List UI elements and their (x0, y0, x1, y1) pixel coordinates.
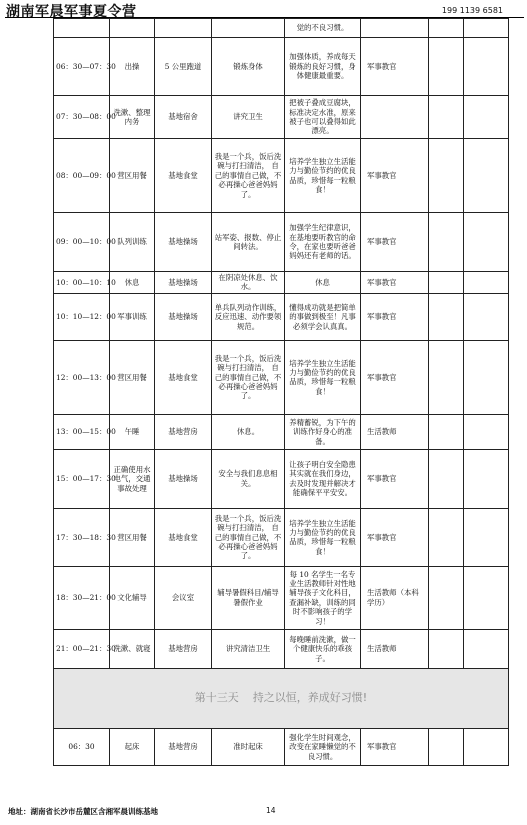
content-cell: 安全与我们息息相关。 (212, 449, 285, 508)
empty-cell (429, 566, 464, 629)
empty-cell (429, 449, 464, 508)
table-row (54, 728, 509, 765)
location-cell: 基地营房 (155, 728, 212, 765)
time-cell: 15：00—17：30 (54, 449, 110, 508)
purpose-cell: 让孩子明白安全隐患其实就在我们身边，去及时发现并解决才能确保平平安安。 (285, 449, 361, 508)
purpose-cell: 休息 (285, 272, 361, 294)
table-row (54, 96, 509, 139)
purpose-cell: 觉的不良习惯。 (285, 19, 361, 38)
activity-cell: 营区用餐 (110, 508, 155, 566)
empty-cell (464, 629, 509, 668)
table-row (54, 139, 509, 213)
purpose-cell: 养精蓄锐，为下午的训练作好身心的准备。 (285, 414, 361, 449)
location-cell: 基地操场 (155, 272, 212, 294)
activity-cell: 洗漱、就寝 (110, 629, 155, 668)
location-cell: 基地食堂 (155, 340, 212, 414)
page-number: 14 (266, 806, 276, 815)
phone-number: 199 1139 6581 (441, 6, 503, 15)
teacher-cell: 军事教官 (361, 728, 429, 765)
purpose-cell: 培养学生独立生活能力与勤俭节约的优良品质，珍惜每一粒粮食！ (285, 340, 361, 414)
activity-cell: 营区用餐 (110, 340, 155, 414)
activity-cell: 军事训练 (110, 293, 155, 340)
empty-cell (429, 414, 464, 449)
empty-cell (429, 340, 464, 414)
empty-cell (464, 566, 509, 629)
table-row (54, 414, 509, 449)
teacher-cell: 军事教官 (361, 213, 429, 272)
location-cell: 基地营房 (155, 414, 212, 449)
time-cell: 10：00—10：10 (54, 272, 110, 294)
teacher-cell: 军事教官 (361, 38, 429, 96)
day-banner: 第十三天 持之以恒，养成好习惯! (54, 668, 509, 728)
footer-address: 地址：湖南省长沙市岳麓区含湘军晨训练基地 (8, 807, 158, 816)
purpose-cell: 培养学生独立生活能力与勤俭节约的优良品质，珍惜每一粒粮食！ (285, 508, 361, 566)
location-cell: 基地操场 (155, 449, 212, 508)
empty-cell (429, 272, 464, 294)
activity-cell: 洗漱、整理内务 (110, 96, 155, 139)
activity-cell: 出操 (110, 38, 155, 96)
location-cell: 5 公里跑道 (155, 38, 212, 96)
location-cell: 会议室 (155, 566, 212, 629)
empty-cell (464, 139, 509, 213)
time-cell: 21：00—21：30 (54, 629, 110, 668)
activity-cell: 文化辅导 (110, 566, 155, 629)
activity-cell: 正确使用水电气，交通事故处理 (110, 449, 155, 508)
time-cell: 13：00—15：00 (54, 414, 110, 449)
content-cell: 准时起床 (212, 728, 285, 765)
location-cell: 基地宿舍 (155, 96, 212, 139)
content-cell: 在阴凉处休息、饮水。 (212, 272, 285, 294)
empty-cell (464, 272, 509, 294)
time-cell: 08：00—09：00 (54, 139, 110, 213)
schedule-table (53, 18, 509, 766)
activity-cell: 营区用餐 (110, 139, 155, 213)
content-cell: 锻炼身体 (212, 38, 285, 96)
empty-cell (464, 213, 509, 272)
teacher-cell: 军事教官 (361, 340, 429, 414)
table-row (54, 566, 509, 629)
time-cell: 18：30—21：00 (54, 566, 110, 629)
table-row (54, 272, 509, 294)
empty-cell (464, 728, 509, 765)
empty-cell (464, 508, 509, 566)
empty-cell (464, 96, 509, 139)
time-cell: 06：30 (54, 728, 110, 765)
empty-cell (464, 449, 509, 508)
time-cell: 17：30—18：30 (54, 508, 110, 566)
table-row (54, 508, 509, 566)
activity-cell: 休息 (110, 272, 155, 294)
purpose-cell: 强化学生时间观念，改变在家睡懒觉的不良习惯。 (285, 728, 361, 765)
content-cell: 我是一个兵，饭后洗碗与打扫清洁， 自己的事情自己做，不必再操心爸爸妈妈了。 (212, 340, 285, 414)
table-row (54, 19, 509, 38)
purpose-cell: 每晚睡前洗漱，做一个健康快乐的乖孩子。 (285, 629, 361, 668)
content-cell: 我是一个兵，饭后洗碗与打扫清洁， 自己的事情自己做，不必再操心爸爸妈妈了。 (212, 508, 285, 566)
empty-cell (429, 96, 464, 139)
day-banner-row (54, 668, 509, 728)
purpose-cell: 懂得成功就是把简单的事做到极至！凡事必须学会认真真。 (285, 293, 361, 340)
page-title: 湖南军晨军事夏令营 (6, 4, 137, 20)
teacher-cell: 军事教官 (361, 139, 429, 213)
purpose-cell: 每 10 名学生一名专业生活教师针对性地辅导孩子文化科目，查漏补缺，训练的同时不影响孩子的学习！ (285, 566, 361, 629)
purpose-cell: 把被子叠成豆腐块，标准决定水准，原来被子也可以叠得如此漂亮。 (285, 96, 361, 139)
location-cell: 基地操场 (155, 293, 212, 340)
content-cell: 讲究清洁卫生 (212, 629, 285, 668)
location-cell: 基地食堂 (155, 139, 212, 213)
teacher-cell: 军事教官 (361, 293, 429, 340)
empty-cell (464, 414, 509, 449)
empty-cell (464, 340, 509, 414)
content-cell: 我是一个兵，饭后洗碗与打扫清洁， 自己的事情自己做，不必再操心爸爸妈妈了。 (212, 139, 285, 213)
empty-cell (429, 508, 464, 566)
purpose-cell: 培养学生独立生活能力与勤俭节约的优良品质，珍惜每一粒粮食！ (285, 139, 361, 213)
empty-cell (429, 293, 464, 340)
empty-cell (464, 38, 509, 96)
table-row (54, 293, 509, 340)
location-cell: 基地食堂 (155, 508, 212, 566)
activity-cell: 队列训练 (110, 213, 155, 272)
content-cell: 休息。 (212, 414, 285, 449)
teacher-cell: 军事教官 (361, 508, 429, 566)
teacher-cell: 生活教师（本科学历） (361, 566, 429, 629)
table-row (54, 629, 509, 668)
location-cell: 基地营房 (155, 629, 212, 668)
teacher-cell (361, 96, 429, 139)
purpose-cell: 加强体质，养成每天锻炼的良好习惯，身体健康最重要。 (285, 38, 361, 96)
location-cell: 基地操场 (155, 213, 212, 272)
empty-cell (464, 293, 509, 340)
table-row (54, 38, 509, 96)
activity-cell: 起床 (110, 728, 155, 765)
time-cell: 10：10—12：00 (54, 293, 110, 340)
time-cell: 06：30—07：30 (54, 38, 110, 96)
empty-cell (429, 38, 464, 96)
teacher-cell: 军事教官 (361, 272, 429, 294)
page-header (0, 0, 527, 20)
empty-cell (429, 728, 464, 765)
empty-cell (429, 629, 464, 668)
time-cell: 09：00—10：00 (54, 213, 110, 272)
empty-cell (429, 139, 464, 213)
content-cell: 单兵队列动作训练，反应迅速、动作要领规范。 (212, 293, 285, 340)
activity-cell: 午睡 (110, 414, 155, 449)
table-row (54, 340, 509, 414)
purpose-cell: 加强学生纪律意识，在基地要听教官的命令，在家也要听爸爸妈妈还有老师的话。 (285, 213, 361, 272)
content-cell: 辅导暑假科目/辅导暑假作业 (212, 566, 285, 629)
content-cell: 讲究卫生 (212, 96, 285, 139)
content-cell: 站军姿、报数、停止间转法。 (212, 213, 285, 272)
empty-cell (429, 213, 464, 272)
time-cell: 07：30—08：00 (54, 96, 110, 139)
teacher-cell: 生活教师 (361, 629, 429, 668)
table-row (54, 213, 509, 272)
teacher-cell: 军事教官 (361, 449, 429, 508)
teacher-cell: 生活教师 (361, 414, 429, 449)
table-row (54, 449, 509, 508)
time-cell: 12：00—13：00 (54, 340, 110, 414)
